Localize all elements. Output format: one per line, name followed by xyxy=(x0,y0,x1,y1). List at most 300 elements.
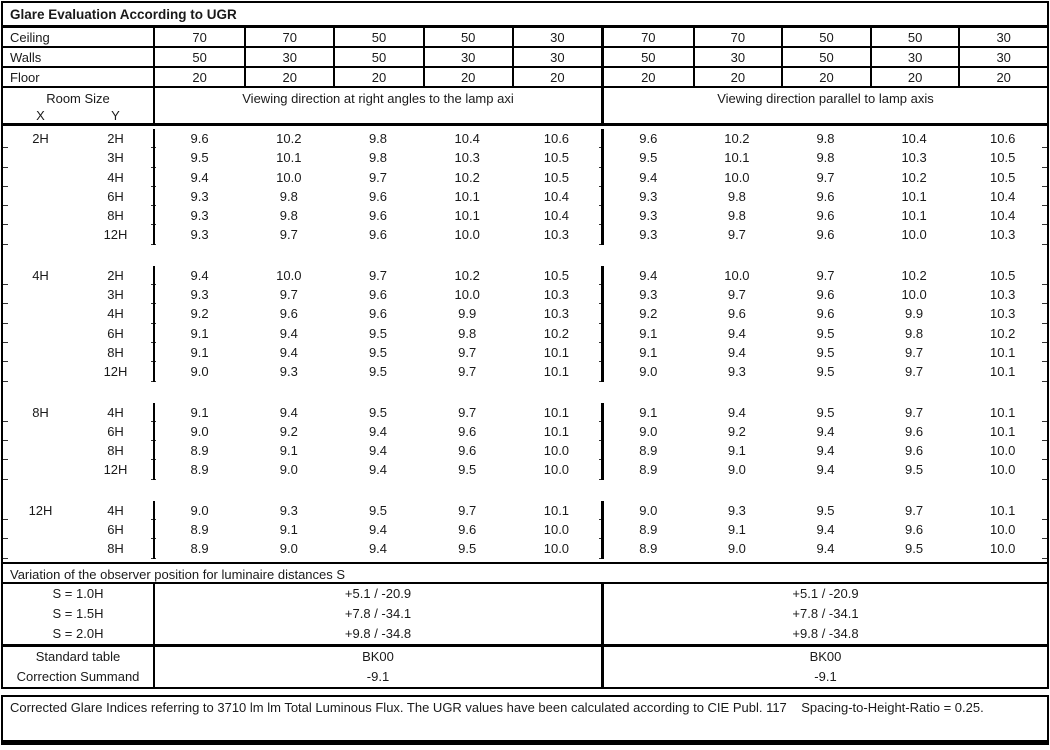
ugr-value-cell: 9.6 xyxy=(368,287,388,303)
ugr-value-cell: 9.2 xyxy=(279,423,298,439)
ugr-value-cell: 9.9 xyxy=(458,306,477,322)
ugr-value-cell: 9.5 xyxy=(905,541,924,557)
reflectance-value-cell: 30 xyxy=(423,48,512,66)
ugr-values-right xyxy=(601,441,1047,460)
room-size-group xyxy=(3,266,1047,382)
reflectance-value-cell: 50 xyxy=(641,50,656,65)
ugr-value-cell: 9.3 xyxy=(279,502,298,518)
room-x-cell xyxy=(3,539,78,558)
room-y-cell: 8H xyxy=(107,208,124,224)
room-y-cell: 2H xyxy=(107,267,124,283)
ugr-values-left xyxy=(153,187,601,206)
room-y-cell: 3H xyxy=(107,287,124,303)
ugr-values-left xyxy=(153,285,601,304)
ugr-value-cell: 9.3 xyxy=(190,287,209,303)
variation-row xyxy=(3,584,1047,604)
ugr-value-cell: 9.6 xyxy=(368,227,388,243)
ugr-table xyxy=(1,1,1049,689)
room-x-cell xyxy=(3,362,78,381)
ugr-row xyxy=(3,539,1047,558)
ugr-value-cell: 10.3 xyxy=(990,306,1016,322)
ugr-value-cell: 10.1 xyxy=(543,364,570,380)
ugr-value-cell: 9.4 xyxy=(279,325,298,341)
room-y-cell: 6H xyxy=(107,325,124,341)
reflectance-value-cell: 20 xyxy=(423,68,512,86)
variation-header: Variation of the observer position for luminaire distances S xyxy=(3,562,1047,584)
ugr-value-cell: 10.0 xyxy=(724,169,750,185)
ugr-row xyxy=(3,460,1047,479)
ugr-value-cell: 9.7 xyxy=(905,344,924,360)
reflectance-value-cell: 70 xyxy=(244,28,333,46)
ugr-values-left xyxy=(153,266,601,285)
ugr-value-cell: 9.8 xyxy=(816,150,835,166)
ugr-value-cell: 9.3 xyxy=(727,364,746,380)
ugr-value-cell: 9.1 xyxy=(727,443,746,459)
room-x-cell xyxy=(3,187,78,206)
ugr-value-cell: 10.2 xyxy=(276,131,302,146)
ugr-value-cell: 10.3 xyxy=(543,287,570,303)
ugr-values-right xyxy=(601,501,1047,520)
ugr-value-cell: 9.1 xyxy=(190,325,209,341)
ugr-value-cell: 9.3 xyxy=(190,227,209,243)
summary-value-right: BK00 xyxy=(601,647,1047,667)
ugr-value-cell: 9.7 xyxy=(727,227,746,243)
ugr-value-cell: 9.6 xyxy=(905,423,924,439)
reflectance-value-cell: 50 xyxy=(333,28,422,46)
ugr-value-cell: 9.4 xyxy=(816,462,835,478)
ugr-value-cell: 9.5 xyxy=(816,404,835,420)
ugr-value-cell: 8.9 xyxy=(190,522,209,538)
room-x-cell: 2H xyxy=(32,131,49,146)
room-x-cell xyxy=(3,520,78,539)
ugr-row xyxy=(3,206,1047,225)
ugr-value-cell: 8.9 xyxy=(190,443,209,459)
column-header-row xyxy=(3,88,1047,126)
ugr-value-cell: 9.0 xyxy=(190,423,209,439)
ugr-value-cell: 9.8 xyxy=(458,325,477,341)
ugr-value-cell: 10.2 xyxy=(454,267,480,283)
variation-row xyxy=(3,624,1047,644)
variation-value-right: +9.8 / -34.8 xyxy=(601,624,1047,644)
ugr-value-cell: 9.5 xyxy=(458,541,477,557)
ugr-values-right xyxy=(601,225,1047,244)
ugr-value-cell: 9.8 xyxy=(279,188,298,204)
room-x-cell: 12H xyxy=(28,502,53,518)
room-y-cell: 12H xyxy=(103,227,128,243)
ugr-value-cell: 9.0 xyxy=(639,502,658,518)
reflectance-value-cell: 20 xyxy=(244,68,333,86)
ugr-value-cell: 9.5 xyxy=(816,364,835,380)
reflectance-value-cell: 20 xyxy=(512,68,601,86)
ugr-values-right xyxy=(601,285,1047,304)
ugr-value-cell: 9.8 xyxy=(368,150,388,166)
ugr-value-cell: 9.7 xyxy=(458,404,477,420)
summary-row-label: Correction Summand xyxy=(16,668,140,684)
ugr-value-cell: 9.1 xyxy=(639,325,658,341)
reflectance-value-cell: 50 xyxy=(423,28,512,46)
ugr-row xyxy=(3,187,1047,206)
ugr-row xyxy=(3,343,1047,362)
room-x-cell: 4H xyxy=(32,267,49,283)
ugr-value-cell: 9.6 xyxy=(816,287,835,303)
ugr-value-cell: 9.1 xyxy=(639,344,658,360)
variation-row-label: S = 1.0H xyxy=(52,585,104,601)
ugr-value-cell: 9.5 xyxy=(816,325,835,341)
right-direction-header: Viewing direction parallel to lamp axis xyxy=(601,88,1047,123)
room-x-cell xyxy=(3,206,78,225)
ugr-value-cell: 9.0 xyxy=(727,541,746,557)
ugr-values-right xyxy=(601,403,1047,422)
room-x-cell xyxy=(3,168,78,187)
ugr-value-cell: 8.9 xyxy=(639,443,658,459)
variation-value-right: +5.1 / -20.9 xyxy=(601,584,1047,604)
reflectance-values-right xyxy=(601,48,1047,66)
ugr-value-cell: 9.6 xyxy=(816,306,835,322)
ugr-value-cell: 9.6 xyxy=(905,443,924,459)
ugr-value-cell: 10.0 xyxy=(990,462,1016,478)
reflectance-value-cell: 70 xyxy=(192,30,207,45)
ugr-values-right xyxy=(601,129,1047,148)
ugr-values-left xyxy=(153,362,601,381)
ugr-value-cell: 10.4 xyxy=(543,188,570,204)
ugr-value-cell: 9.5 xyxy=(190,150,209,166)
reflectance-value-cell: 20 xyxy=(192,70,207,85)
variation-block xyxy=(3,584,1047,644)
room-y-cell: 12H xyxy=(103,462,128,478)
ugr-value-cell: 9.4 xyxy=(190,267,209,283)
ugr-value-cell: 10.3 xyxy=(543,306,570,322)
ugr-value-cell: 9.7 xyxy=(368,267,388,283)
ugr-value-cell: 8.9 xyxy=(190,541,209,557)
ugr-values-left xyxy=(153,501,601,520)
ugr-values-right xyxy=(601,206,1047,225)
ugr-value-cell: 10.5 xyxy=(990,267,1016,283)
ugr-value-cell: 10.0 xyxy=(543,522,570,538)
ugr-values-left xyxy=(153,129,601,148)
ugr-row xyxy=(3,501,1047,520)
ugr-value-cell: 9.7 xyxy=(905,502,924,518)
ugr-value-cell: 9.6 xyxy=(279,306,298,322)
ugr-value-cell: 9.4 xyxy=(190,169,209,185)
ugr-value-cell: 10.4 xyxy=(454,131,480,146)
ugr-value-cell: 9.7 xyxy=(816,267,835,283)
ugr-value-cell: 9.5 xyxy=(458,462,477,478)
ugr-value-cell: 10.0 xyxy=(543,443,570,459)
reflectance-value-cell: 30 xyxy=(870,48,959,66)
ugr-value-cell: 8.9 xyxy=(639,541,658,557)
ugr-value-cell: 9.4 xyxy=(368,423,388,439)
ugr-value-cell: 9.5 xyxy=(905,462,924,478)
ugr-value-cell: 10.1 xyxy=(276,150,302,166)
ugr-value-cell: 10.2 xyxy=(901,267,927,283)
ugr-value-cell: 10.1 xyxy=(901,208,927,224)
ugr-value-cell: 9.0 xyxy=(279,462,298,478)
reflectance-value-cell: 30 xyxy=(244,48,333,66)
ugr-value-cell: 9.7 xyxy=(458,364,477,380)
ugr-value-cell: 10.6 xyxy=(990,131,1016,146)
reflectance-value-cell: 20 xyxy=(870,68,959,86)
ugr-value-cell: 9.7 xyxy=(279,227,298,243)
summary-row xyxy=(3,647,1047,667)
ugr-value-cell: 9.4 xyxy=(368,462,388,478)
ugr-value-cell: 9.1 xyxy=(279,443,298,459)
room-y-cell: 6H xyxy=(107,188,124,204)
ugr-value-cell: 9.7 xyxy=(279,287,298,303)
ugr-value-cell: 9.4 xyxy=(639,267,658,283)
ugr-values-left xyxy=(153,148,601,167)
ugr-value-cell: 10.6 xyxy=(543,131,570,146)
variation-row-label: S = 1.5H xyxy=(52,605,104,621)
room-x-cell xyxy=(3,148,78,167)
ugr-value-cell: 9.2 xyxy=(190,306,209,322)
ugr-value-cell: 9.8 xyxy=(727,188,746,204)
reflectance-value-cell: 20 xyxy=(781,68,870,86)
ugr-values-left xyxy=(153,343,601,362)
ugr-values-left xyxy=(153,441,601,460)
ugr-value-cell: 9.4 xyxy=(816,443,835,459)
ugr-value-cell: 9.7 xyxy=(816,169,835,185)
ugr-value-cell: 9.4 xyxy=(368,443,388,459)
variation-value-left: +9.8 / -34.8 xyxy=(153,624,601,644)
ugr-values-right xyxy=(601,148,1047,167)
variation-row-label: S = 2.0H xyxy=(52,625,104,641)
ugr-values-right xyxy=(601,422,1047,441)
ugr-value-cell: 9.9 xyxy=(905,306,924,322)
ugr-value-cell: 9.2 xyxy=(727,423,746,439)
reflectance-row xyxy=(3,28,1047,48)
ugr-value-cell: 9.0 xyxy=(279,541,298,557)
ugr-value-cell: 9.5 xyxy=(368,364,388,380)
ugr-row xyxy=(3,129,1047,148)
ugr-value-cell: 9.6 xyxy=(368,188,388,204)
ugr-value-cell: 10.0 xyxy=(454,287,480,303)
ugr-row xyxy=(3,266,1047,285)
summary-row-label: Standard table xyxy=(35,648,121,664)
room-y-cell: 12H xyxy=(103,364,128,380)
ugr-row xyxy=(3,225,1047,244)
ugr-value-cell: 10.1 xyxy=(990,423,1016,439)
ugr-value-cell: 10.1 xyxy=(901,188,927,204)
ugr-value-cell: 9.5 xyxy=(639,150,658,166)
ugr-values-left xyxy=(153,206,601,225)
variation-value-left: +5.1 / -20.9 xyxy=(153,584,601,604)
reflectance-values-left xyxy=(153,48,601,66)
ugr-value-cell: 10.4 xyxy=(990,208,1016,224)
ugr-value-cell: 9.7 xyxy=(458,344,477,360)
room-y-cell: 6H xyxy=(107,522,124,538)
ugr-value-cell: 9.3 xyxy=(639,287,658,303)
ugr-values-right xyxy=(601,187,1047,206)
room-y-cell: 4H xyxy=(107,404,124,420)
room-y-cell: 4H xyxy=(107,502,124,518)
ugr-value-cell: 10.0 xyxy=(276,169,302,185)
ugr-value-cell: 9.4 xyxy=(368,522,388,538)
summary-value-left: BK00 xyxy=(153,647,601,667)
ugr-values-right xyxy=(601,520,1047,539)
room-y-cell: 8H xyxy=(107,344,124,360)
reflectance-value-cell: 50 xyxy=(192,50,207,65)
ugr-value-cell: 9.6 xyxy=(816,188,835,204)
variation-row xyxy=(3,604,1047,624)
reflectance-value-cell: 30 xyxy=(958,28,1047,46)
ugr-value-cell: 9.5 xyxy=(368,502,388,518)
y-header: Y xyxy=(111,108,120,123)
room-x-cell xyxy=(3,460,78,479)
ugr-value-cell: 9.5 xyxy=(816,502,835,518)
ugr-value-cell: 9.6 xyxy=(816,208,835,224)
ugr-values-right xyxy=(601,343,1047,362)
ugr-values-right xyxy=(601,362,1047,381)
ugr-values-left xyxy=(153,520,601,539)
ugr-value-cell: 10.3 xyxy=(901,150,927,166)
ugr-row xyxy=(3,324,1047,343)
ugr-value-cell: 10.5 xyxy=(543,150,570,166)
reflectance-value-cell: 50 xyxy=(333,48,422,66)
ugr-values-right xyxy=(601,324,1047,343)
ugr-values-body xyxy=(3,126,1047,562)
ugr-values-left xyxy=(153,168,601,187)
room-x-cell xyxy=(3,304,78,323)
ugr-value-cell: 10.5 xyxy=(543,267,570,283)
ugr-value-cell: 9.3 xyxy=(639,188,658,204)
room-x-cell xyxy=(3,285,78,304)
ugr-value-cell: 10.1 xyxy=(990,364,1016,380)
ugr-value-cell: 10.0 xyxy=(543,462,570,478)
summary-value-right: -9.1 xyxy=(601,667,1047,687)
room-x-cell xyxy=(3,324,78,343)
ugr-value-cell: 9.6 xyxy=(458,522,477,538)
ugr-value-cell: 9.7 xyxy=(727,287,746,303)
ugr-value-cell: 10.4 xyxy=(990,188,1016,204)
ugr-value-cell: 10.4 xyxy=(543,208,570,224)
room-x-cell xyxy=(3,422,78,441)
ugr-value-cell: 9.5 xyxy=(368,325,388,341)
ugr-value-cell: 9.1 xyxy=(190,404,209,420)
ugr-values-left xyxy=(153,324,601,343)
ugr-value-cell: 9.6 xyxy=(458,423,477,439)
left-direction-header: Viewing direction at right angles to the lamp axi xyxy=(153,88,601,123)
ugr-value-cell: 10.1 xyxy=(543,344,570,360)
ugr-value-cell: 10.1 xyxy=(543,423,570,439)
ugr-values-right xyxy=(601,266,1047,285)
reflectance-value-cell: 70 xyxy=(693,28,782,46)
ugr-value-cell: 10.0 xyxy=(276,267,302,283)
ugr-values-left xyxy=(153,403,601,422)
reflectance-value-cell: 50 xyxy=(781,48,870,66)
ugr-value-cell: 9.5 xyxy=(368,344,388,360)
ugr-row xyxy=(3,422,1047,441)
footer-note: Corrected Glare Indices referring to 3710 lm lm Total Luminous Flux. The UGR values have been calculated according to CIE Publ. 117 Spacing-to-Height-Ratio = 0.25. xyxy=(1,695,1049,745)
ugr-values-right xyxy=(601,460,1047,479)
room-y-cell: 8H xyxy=(107,541,124,557)
room-x-cell: 8H xyxy=(32,404,49,420)
ugr-value-cell: 9.5 xyxy=(368,404,388,420)
ugr-value-cell: 9.8 xyxy=(905,325,924,341)
room-y-cell: 4H xyxy=(107,169,124,185)
room-size-group xyxy=(3,501,1047,559)
ugr-values-left xyxy=(153,460,601,479)
ugr-value-cell: 10.2 xyxy=(724,131,750,146)
reflectance-values-right xyxy=(601,28,1047,46)
table-title: Glare Evaluation According to UGR xyxy=(3,3,1047,28)
ugr-value-cell: 10.2 xyxy=(990,325,1016,341)
ugr-value-cell: 8.9 xyxy=(639,522,658,538)
ugr-value-cell: 10.3 xyxy=(454,150,480,166)
room-x-cell xyxy=(3,225,78,244)
room-size-group xyxy=(3,403,1047,480)
ugr-value-cell: 10.2 xyxy=(454,169,480,185)
ugr-values-right xyxy=(601,304,1047,323)
ugr-row xyxy=(3,148,1047,167)
reflectance-row-label: Walls xyxy=(10,50,42,65)
ugr-value-cell: 10.5 xyxy=(543,169,570,185)
ugr-values-right xyxy=(601,539,1047,558)
ugr-value-cell: 9.3 xyxy=(639,227,658,243)
ugr-value-cell: 10.1 xyxy=(454,208,480,224)
reflectance-values-right xyxy=(601,68,1047,86)
ugr-value-cell: 9.4 xyxy=(279,404,298,420)
reflectance-value-cell: 50 xyxy=(781,28,870,46)
ugr-value-cell: 9.0 xyxy=(190,364,209,380)
ugr-value-cell: 10.0 xyxy=(901,287,927,303)
ugr-value-cell: 9.4 xyxy=(368,541,388,557)
ugr-value-cell: 9.6 xyxy=(190,131,209,146)
ugr-value-cell: 9.3 xyxy=(639,208,658,224)
reflectance-row-label: Floor xyxy=(10,70,40,85)
ugr-row xyxy=(3,403,1047,422)
ugr-value-cell: 10.3 xyxy=(990,287,1016,303)
ugr-value-cell: 9.6 xyxy=(458,443,477,459)
ugr-value-cell: 9.8 xyxy=(816,131,835,146)
ugr-row xyxy=(3,285,1047,304)
ugr-value-cell: 9.3 xyxy=(190,188,209,204)
ugr-value-cell: 9.7 xyxy=(458,502,477,518)
reflectance-value-cell: 20 xyxy=(958,68,1047,86)
x-header: X xyxy=(36,108,45,123)
room-y-cell: 4H xyxy=(107,306,124,322)
ugr-value-cell: 9.1 xyxy=(639,404,658,420)
ugr-value-cell: 9.4 xyxy=(727,344,746,360)
ugr-value-cell: 9.6 xyxy=(368,208,388,224)
room-size-group xyxy=(3,129,1047,245)
ugr-value-cell: 9.3 xyxy=(279,364,298,380)
variation-value-left: +7.8 / -34.1 xyxy=(153,604,601,624)
reflectance-row xyxy=(3,48,1047,68)
ugr-value-cell: 8.9 xyxy=(190,462,209,478)
ugr-value-cell: 10.1 xyxy=(454,188,480,204)
room-x-cell xyxy=(3,343,78,362)
ugr-values-left xyxy=(153,304,601,323)
ugr-value-cell: 10.3 xyxy=(543,227,570,243)
ugr-value-cell: 9.3 xyxy=(190,208,209,224)
reflectance-values-left xyxy=(153,68,601,86)
ugr-value-cell: 9.3 xyxy=(727,502,746,518)
ugr-value-cell: 10.1 xyxy=(990,502,1016,518)
ugr-value-cell: 9.6 xyxy=(905,522,924,538)
ugr-value-cell: 9.8 xyxy=(727,208,746,224)
ugr-value-cell: 9.1 xyxy=(190,344,209,360)
reflectance-value-cell: 20 xyxy=(333,68,422,86)
ugr-value-cell: 10.1 xyxy=(543,502,570,518)
ugr-row xyxy=(3,520,1047,539)
ugr-value-cell: 9.6 xyxy=(816,227,835,243)
ugr-row xyxy=(3,362,1047,381)
ugr-value-cell: 9.1 xyxy=(279,522,298,538)
ugr-value-cell: 9.6 xyxy=(639,131,658,146)
ugr-value-cell: 9.7 xyxy=(905,364,924,380)
ugr-values-left xyxy=(153,422,601,441)
ugr-value-cell: 10.1 xyxy=(990,404,1016,420)
